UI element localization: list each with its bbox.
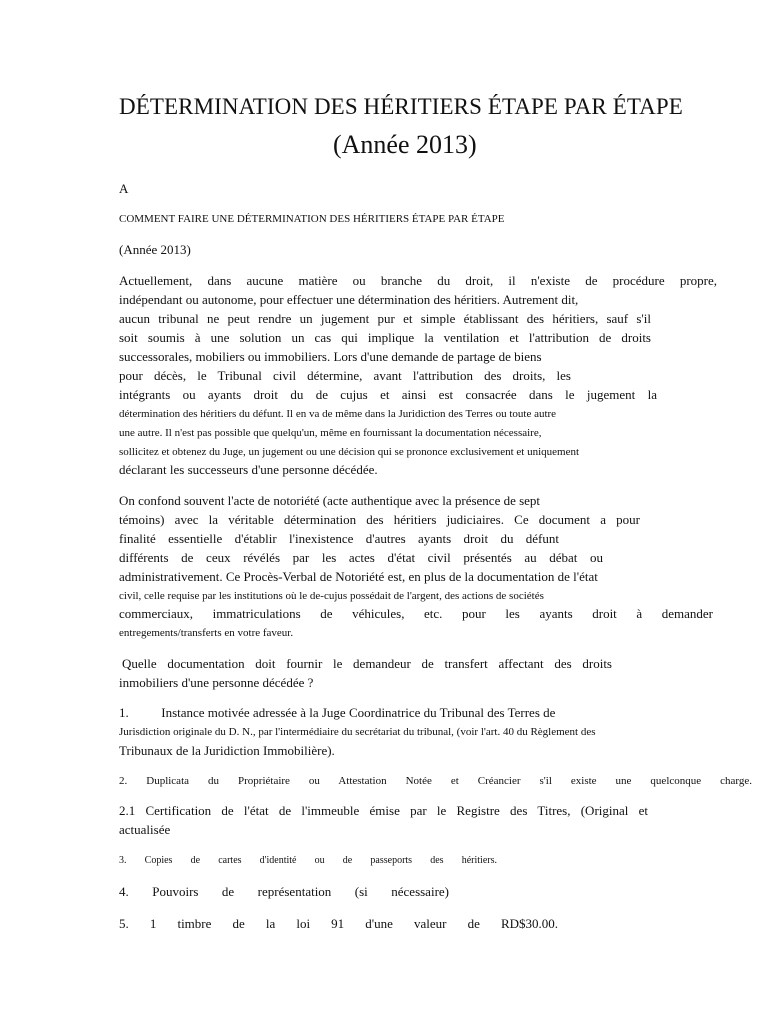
list-item-3: 3. Copies de cartes d'identité ou de passeports des héritiers. <box>119 855 497 866</box>
paragraph-1-line: intégrants ou ayants droit du de cujus et ainsi est consacrée dans le jugement la <box>119 387 657 402</box>
paragraph-1-line: pour décès, le Tribunal civil détermine, avant l'attribution des droits, les <box>119 368 571 383</box>
list-item-2-1: 2.1 Certification de l'état de l'immeuble émise par le Registre des Titres, (Original et <box>119 803 648 818</box>
section-year: (Année 2013) <box>119 242 191 257</box>
paragraph-1-line: une autre. Il n'est pas possible que quelqu'un, même en fournissant la documentation nécessaire, <box>119 427 542 439</box>
list-item-1-continuation: Tribunaux de la Juridiction Immobilière). <box>119 743 335 758</box>
paragraph-2-line: finalité essentielle d'établir l'inexistence d'autres ayants droit du défunt <box>119 531 559 546</box>
paragraph-1-line: détermination des héritiers du défunt. Il en va de même dans la Juridiction des Terres ou toute autre <box>119 408 557 420</box>
paragraph-1-line: indépendant ou autonome, pour effectuer une détermination des héritiers. Autrement dit, <box>119 292 579 307</box>
list-item-5: 5. 1 timbre de la loi 91 d'une valeur de RD$30.00. <box>119 916 558 931</box>
paragraph-2-line: témoins) avec la véritable détermination des héritiers judiciaires. Ce document a pour <box>119 512 640 527</box>
list-item-4: 4. Pouvoirs de représentation (si nécessaire) <box>119 884 449 899</box>
paragraph-1-line: déclarant les successeurs d'une personne décédée. <box>119 462 378 477</box>
list-item-1-continuation: Jurisdiction originale du D. N., par l'intermédiaire du secrétariat du tribunal, (voir l'art. 40 du Règlement des <box>119 726 596 738</box>
document-title-year: (Année 2013) <box>333 130 477 159</box>
question-line: inmobiliers d'une personne décédée ? <box>119 675 314 690</box>
list-item-2-1-continuation: actualisée <box>119 822 171 837</box>
section-heading: COMMENT FAIRE UNE DÉTERMINATION DES HÉRITIERS ÉTAPE PAR ÉTAPE <box>119 213 505 225</box>
paragraph-1-line: successorales, mobiliers ou immobiliers. Lors d'une demande de partage de biens <box>119 349 542 364</box>
list-item-2: 2. Duplicata du Propriétaire ou Attestation Notée et Créancier s'il existe une quelconque charge. <box>119 775 752 787</box>
paragraph-2-line: entregements/transferts en votre faveur. <box>119 627 294 639</box>
paragraph-1-line: soit soumis à une solution un cas qui implique la ventilation et l'attribution de droits <box>119 330 651 345</box>
list-item-1: 1. Instance motivée adressée à la Juge Coordinatrice du Tribunal des Terres de <box>119 705 556 720</box>
paragraph-1-line: sollicitez et obtenez du Juge, un jugement ou une décision qui se prononce exclusivement et uniquement <box>119 446 580 458</box>
paragraph-1-line: aucun tribunal ne peut rendre un jugement pur et simple établissant des héritiers, sauf s'il <box>119 311 651 326</box>
paragraph-1-line: Actuellement, dans aucune matière ou branche du droit, il n'existe de procédure propre, <box>119 273 717 288</box>
section-letter: A <box>119 181 129 196</box>
paragraph-2-line: administrativement. Ce Procès-Verbal de Notoriété est, en plus de la documentation de l'état <box>119 569 598 584</box>
paragraph-2-line: On confond souvent l'acte de notoriété (acte authentique avec la présence de sept <box>119 493 541 508</box>
paragraph-2-line: différents de ceux révélés par les actes d'état civil présentés au débat ou <box>119 550 603 565</box>
question-line: Quelle documentation doit fournir le demandeur de transfert affectant des droits <box>122 656 612 671</box>
paragraph-2-line: civil, celle requise par les institutions où le de-cujus possédait de l'argent, des actions de sociétés <box>119 590 544 602</box>
document-title: DÉTERMINATION DES HÉRITIERS ÉTAPE PAR ÉTAPE <box>119 94 683 119</box>
paragraph-2-line: commerciaux, immatriculations de véhicules, etc. pour les ayants droit à demander <box>119 606 713 621</box>
